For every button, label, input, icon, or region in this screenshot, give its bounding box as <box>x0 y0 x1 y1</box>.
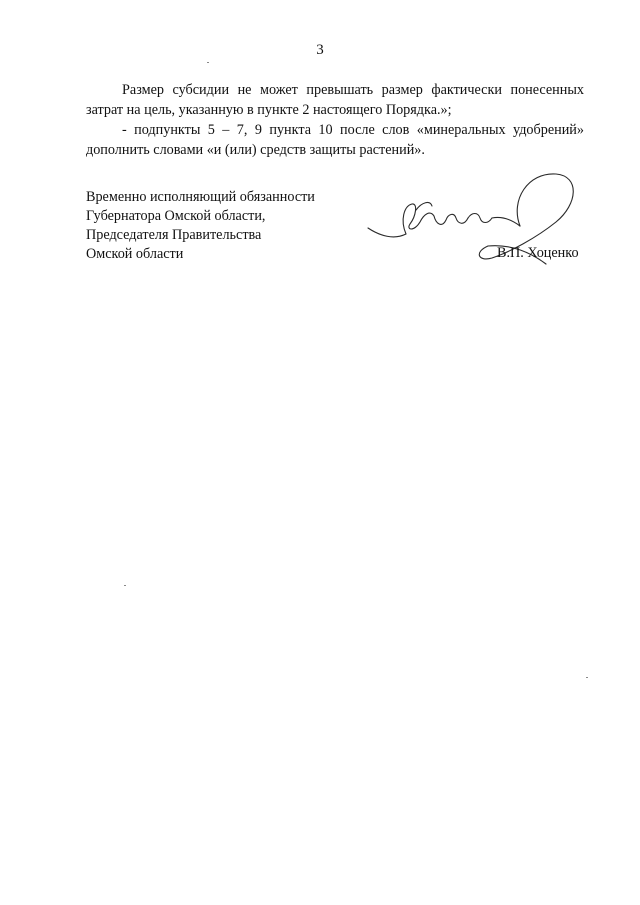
scan-speck <box>207 62 209 63</box>
page-number: 3 <box>316 42 324 58</box>
signatory-title-line-4: Омской области <box>86 246 184 262</box>
signatory-title-line-3: Председателя Правительства <box>86 227 262 243</box>
signatory-title-line-2: Губернатора Омской области, <box>86 208 266 224</box>
scan-speck <box>124 585 126 586</box>
signer-name: В.П. Хоценко <box>497 245 579 261</box>
scan-speck <box>586 677 588 678</box>
paragraph-subsidy-limit: Размер субсидии не может превышать размер фактически понесенных затрат на цель, указанную в пункте 2 настоящего Порядка.»; <box>86 82 584 118</box>
signatory-title-line-1: Временно исполняющий обязанности <box>86 189 315 205</box>
signatory-title-block <box>86 188 315 264</box>
paragraph-subpoints-amendment: - подпункты 5 – 7, 9 пункта 10 после слов «минеральных удобрений» дополнить словами «и (или) средств защиты растений». <box>86 122 584 158</box>
body-text <box>86 80 584 160</box>
